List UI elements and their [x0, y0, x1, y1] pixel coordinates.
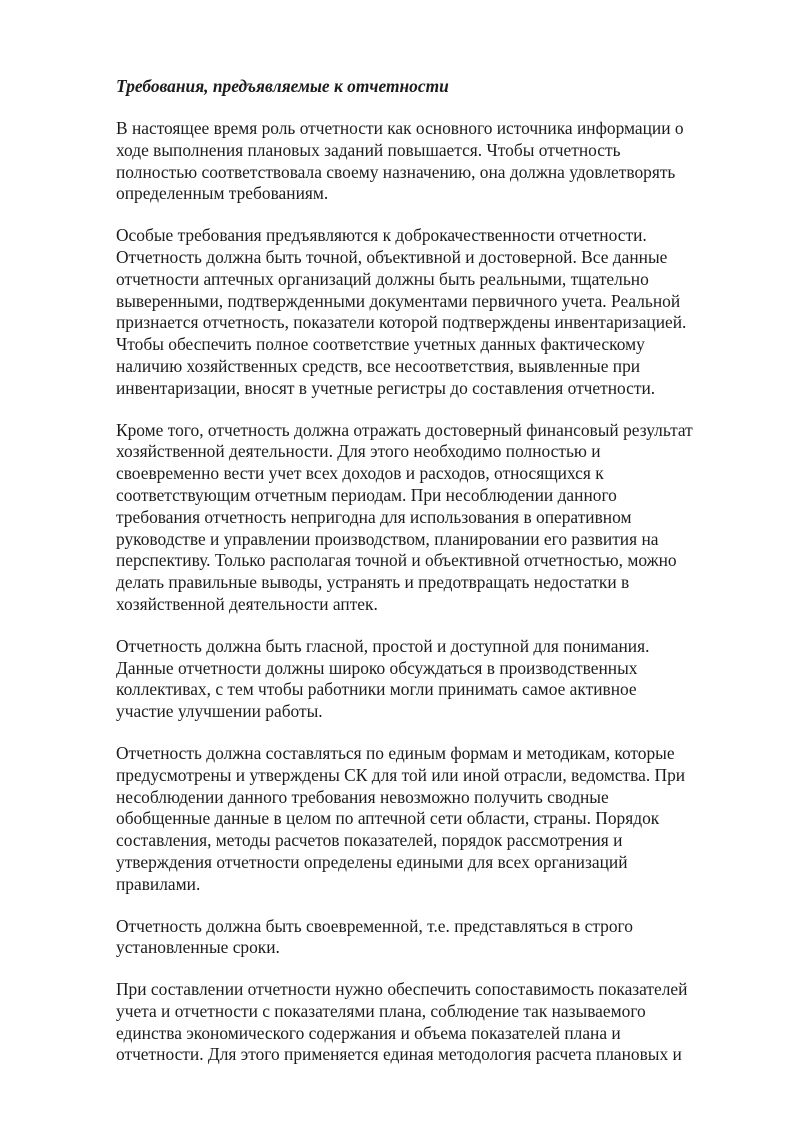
- document-page: [116, 74, 756, 1086]
- text-line: учета и отчетности с показателями плана, соблюдение так называемого: [116, 1000, 646, 1021]
- text-line: Отчетность должна быть своевременной, т.е. представляться в строго: [116, 915, 633, 936]
- text-line: соответствующим отчетным периодам. При несоблюдении данного: [116, 484, 617, 505]
- text-line: требования отчетность непригодна для использования в оперативном: [116, 506, 632, 527]
- text-line: своевременно вести учет всех доходов и расходов, относящихся к: [116, 463, 604, 484]
- text-line: Отчетность должна быть гласной, простой и доступной для понимания.: [116, 635, 650, 656]
- text-line: перспективу. Только располагая точной и объективной отчетностью, можно: [116, 550, 677, 571]
- text-line: установленные сроки.: [116, 937, 280, 958]
- text-line: Кроме того, отчетность должна отражать достоверный финансовый результат: [116, 419, 693, 440]
- text-line: утверждения отчетности определены едиными для всех организаций: [116, 851, 628, 872]
- text-line: коллективах, с тем чтобы работники могли принимать самое активное: [116, 679, 637, 700]
- text-line: хозяйственной деятельности аптек.: [116, 593, 378, 614]
- text-line: выверенными, подтвержденными документами первичного учета. Реальной: [116, 290, 681, 311]
- paragraph: [116, 225, 756, 399]
- text-line: составления, методы расчетов показателей, порядок рассмотрения и: [116, 830, 623, 851]
- paragraph: [116, 420, 756, 616]
- text-line: Отчетность должна составляться по единым формам и методикам, которые: [116, 742, 675, 763]
- document-body: [116, 118, 756, 1066]
- text-line: Отчетность должна быть точной, объективной и достоверной. Все данные: [116, 246, 668, 267]
- text-line: Чтобы обеспечить полное соответствие учетных данных фактическому: [116, 334, 645, 355]
- paragraph: [116, 743, 756, 896]
- text-line: признается отчетность, показатели которой подтверждены инвентаризацией.: [116, 312, 687, 333]
- text-line: При составлении отчетности нужно обеспечить сопоставимость показателей: [116, 979, 688, 1000]
- paragraph: [116, 916, 756, 960]
- text-line: правилами.: [116, 873, 201, 894]
- text-line: несоблюдении данного требования невозможно получить сводные: [116, 786, 609, 807]
- paragraph: [116, 636, 756, 723]
- text-line: отчетности. Для этого применяется единая методология расчета плановых и: [116, 1044, 682, 1065]
- text-line: отчетности аптечных организаций должны быть реальными, тщательно: [116, 268, 649, 289]
- text-line: определенным требованиям.: [116, 183, 329, 204]
- text-line: хозяйственной деятельности. Для этого необходимо полностью и: [116, 441, 601, 462]
- text-line: делать правильные выводы, устранять и предотвращать недостатки в: [116, 572, 630, 593]
- text-line: единства экономического содержания и объема показателей плана и: [116, 1022, 621, 1043]
- text-line: инвентаризации, вносят в учетные регистры до составления отчетности.: [116, 377, 656, 398]
- text-line: Особые требования предъявляются к доброкачественности отчетности.: [116, 225, 647, 246]
- paragraph: [116, 979, 756, 1066]
- text-line: Данные отчетности должны широко обсуждаться в производственных: [116, 657, 638, 678]
- text-line: полностью соответствовала своему назначению, она должна удовлетворять: [116, 161, 676, 182]
- text-line: В настоящее время роль отчетности как основного источника информации о: [116, 118, 684, 138]
- text-line: ходе выполнения плановых заданий повышается. Чтобы отчетность: [116, 139, 621, 160]
- paragraph: [116, 118, 756, 205]
- text-line: предусмотрены и утверждены СК для той или иной отрасли, ведомства. При: [116, 764, 686, 785]
- text-line: наличию хозяйственных средств, все несоответствия, выявленные при: [116, 355, 641, 376]
- document-title: Требования, предъявляемые к отчетности: [116, 76, 449, 96]
- text-line: руководстве и управлении производством, планировании его развития на: [116, 528, 659, 549]
- text-line: обобщенные данные в целом по аптечной сети области, страны. Порядок: [116, 808, 660, 829]
- text-line: участие улучшении работы.: [116, 701, 323, 722]
